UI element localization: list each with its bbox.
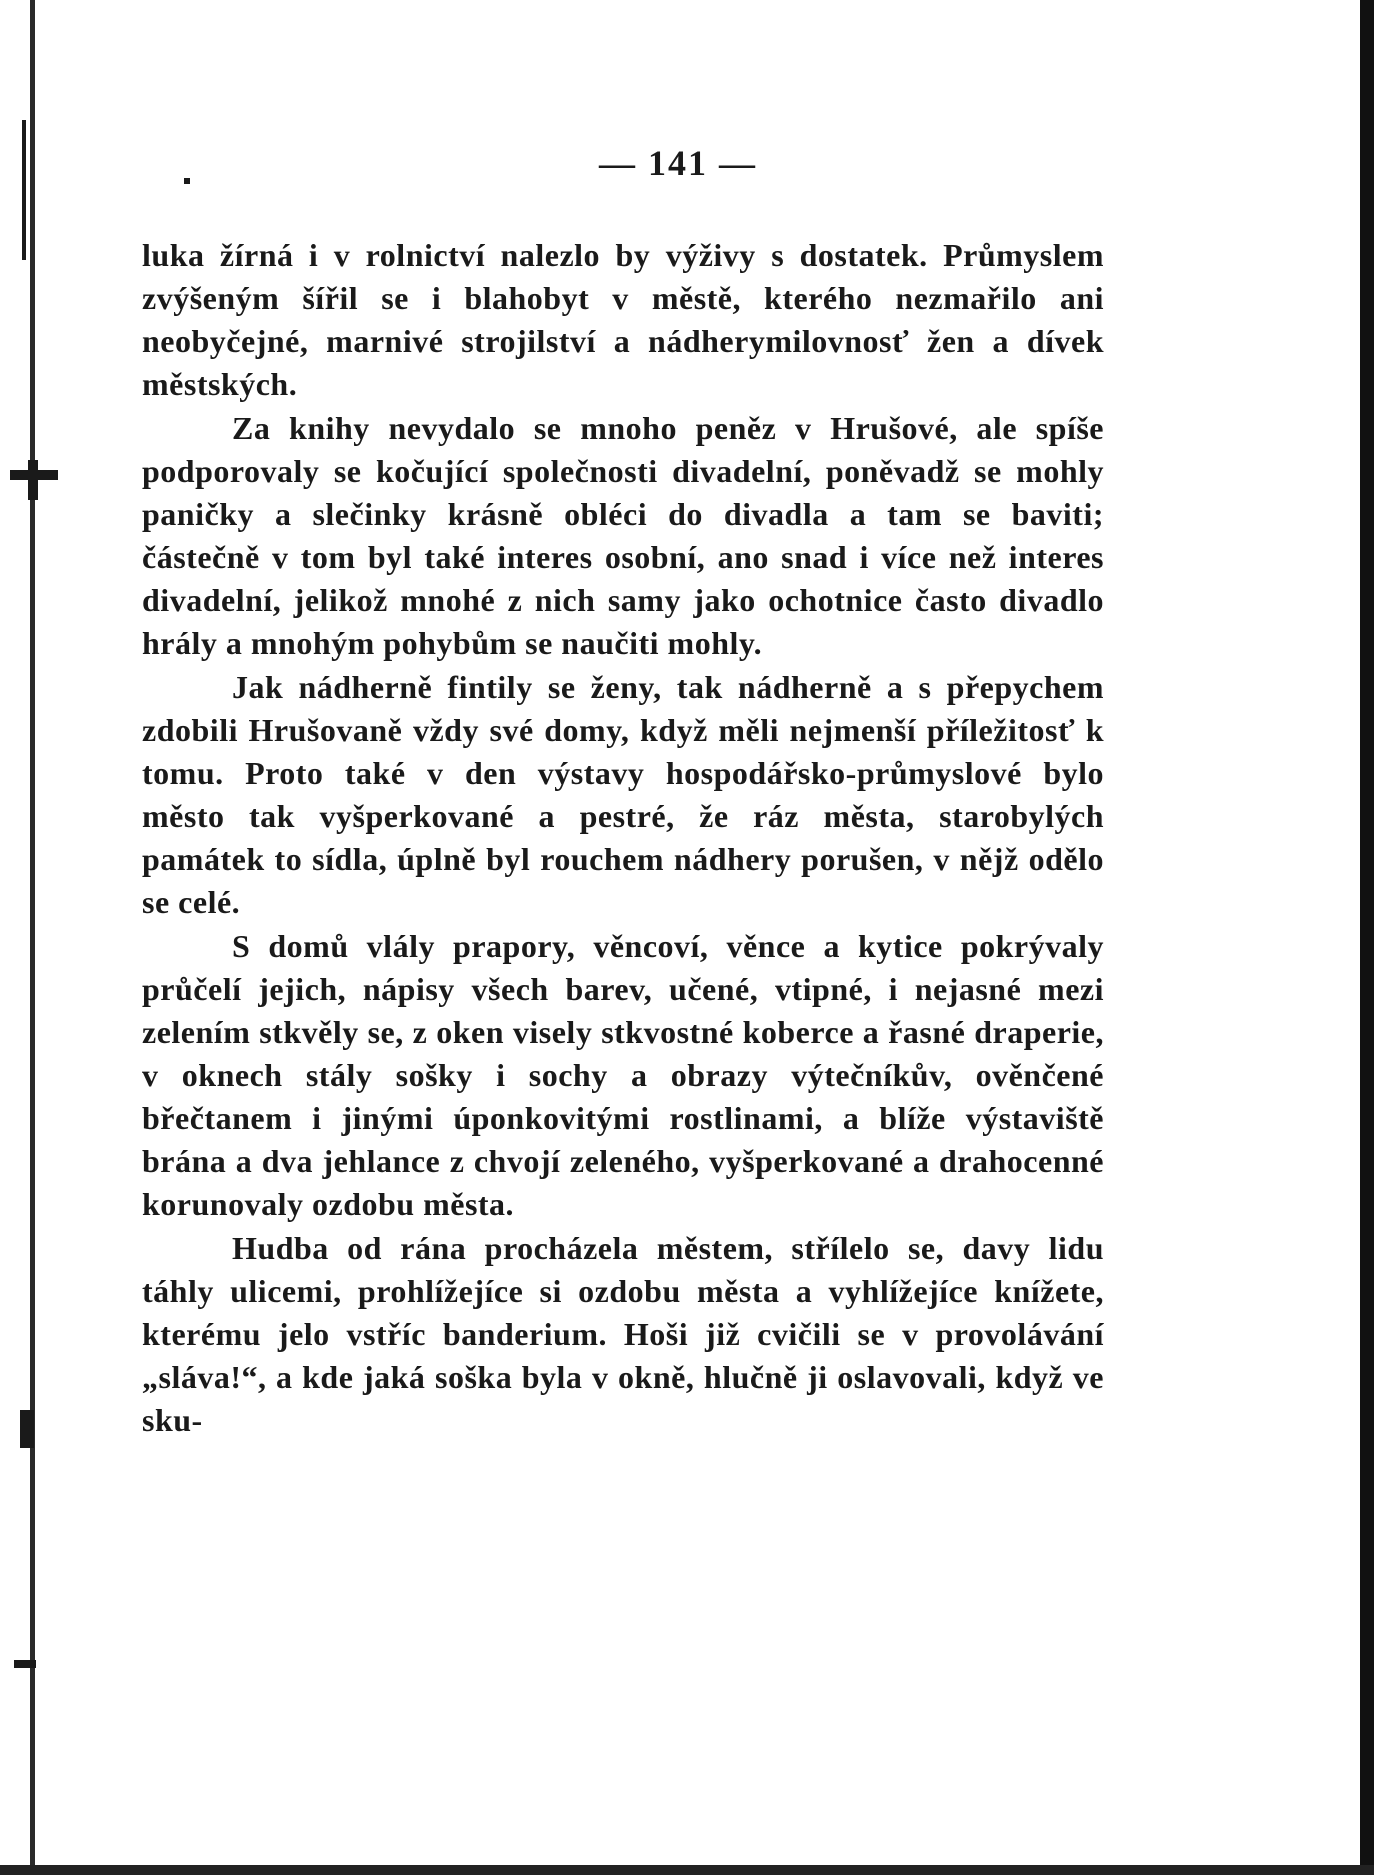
page-number: — 141 — <box>599 143 757 183</box>
scan-edge-left <box>30 0 35 1875</box>
scan-mark-arrow-stem <box>28 460 38 500</box>
paragraph-2: Za knihy nevydalo se mnoho peněz v Hrušové, ale spíše podporovaly se kočující společnosti divadelní, poněvadž se mohly paničky a slečinky krásně obléci do divadla a tam se baviti; částečně v tom byl také interes osobní, ano snad i více než interes divadelní, jelikož mnohé z nich samy jako ochotnice často divadlo hrály a mnohým pohybům se naučiti mohly. <box>142 410 1104 661</box>
book-page <box>142 142 1104 1442</box>
scan-mark-corner <box>14 1660 36 1668</box>
scan-mark-blob <box>20 1410 34 1448</box>
scan-edge-left-mark <box>22 120 26 260</box>
paragraph-3: Jak nádherně fintily se ženy, tak nádherně a s přepychem zdobili Hrušovaně vždy své domy, když měli nejmenší příležitosť k tomu. Proto také v den výstavy hospodářsko-průmyslové bylo město tak vyšperkované a pestré, že ráz města, starobylých památek to sídla, úplně byl rouchem nádhery porušen, v nějž odělo se celé. <box>142 669 1104 920</box>
paragraph-4: S domů vlály prapory, věncoví, věnce a kytice pokrývaly průčelí jejich, nápisy všech barev, učené, vtipné, i nejasné mezi zelením stkvěly se, z oken visely stkvostné koberce a řasné draperie, v oknech stály sošky i sochy a obrazy výtečníkův, ověnčené břečtanem i jinými úponkovitými rostlinami, a blíže výstaviště brána a dva jehlance z chvojí zeleného, vyšperkované a drahocenné korunovaly ozdobu města. <box>142 928 1104 1222</box>
paragraph-1: luka žírná i v rolnictví nalezlo by výživy s dostatek. Průmyslem zvýšeným šířil se i blahobyt v městě, kterého nezmařilo ani neobyčejné, marnivé strojilství a nádherymilovnosť žen a dívek městských. <box>142 237 1104 402</box>
scan-edge-right <box>1360 0 1374 1875</box>
scan-edge-bottom <box>0 1865 1374 1875</box>
paragraph-5: Hudba od rána procházela městem, střílelo se, davy lidu táhly ulicemi, prohlížejíce si ozdobu města a vyhlížejíce knížete, kterému jelo vstříc banderium. Hoši již cvičili se v provolávání „sláva!“, a kde jaká soška byla v okně, hlučně ji oslavovali, když ve sku- <box>142 1230 1104 1438</box>
